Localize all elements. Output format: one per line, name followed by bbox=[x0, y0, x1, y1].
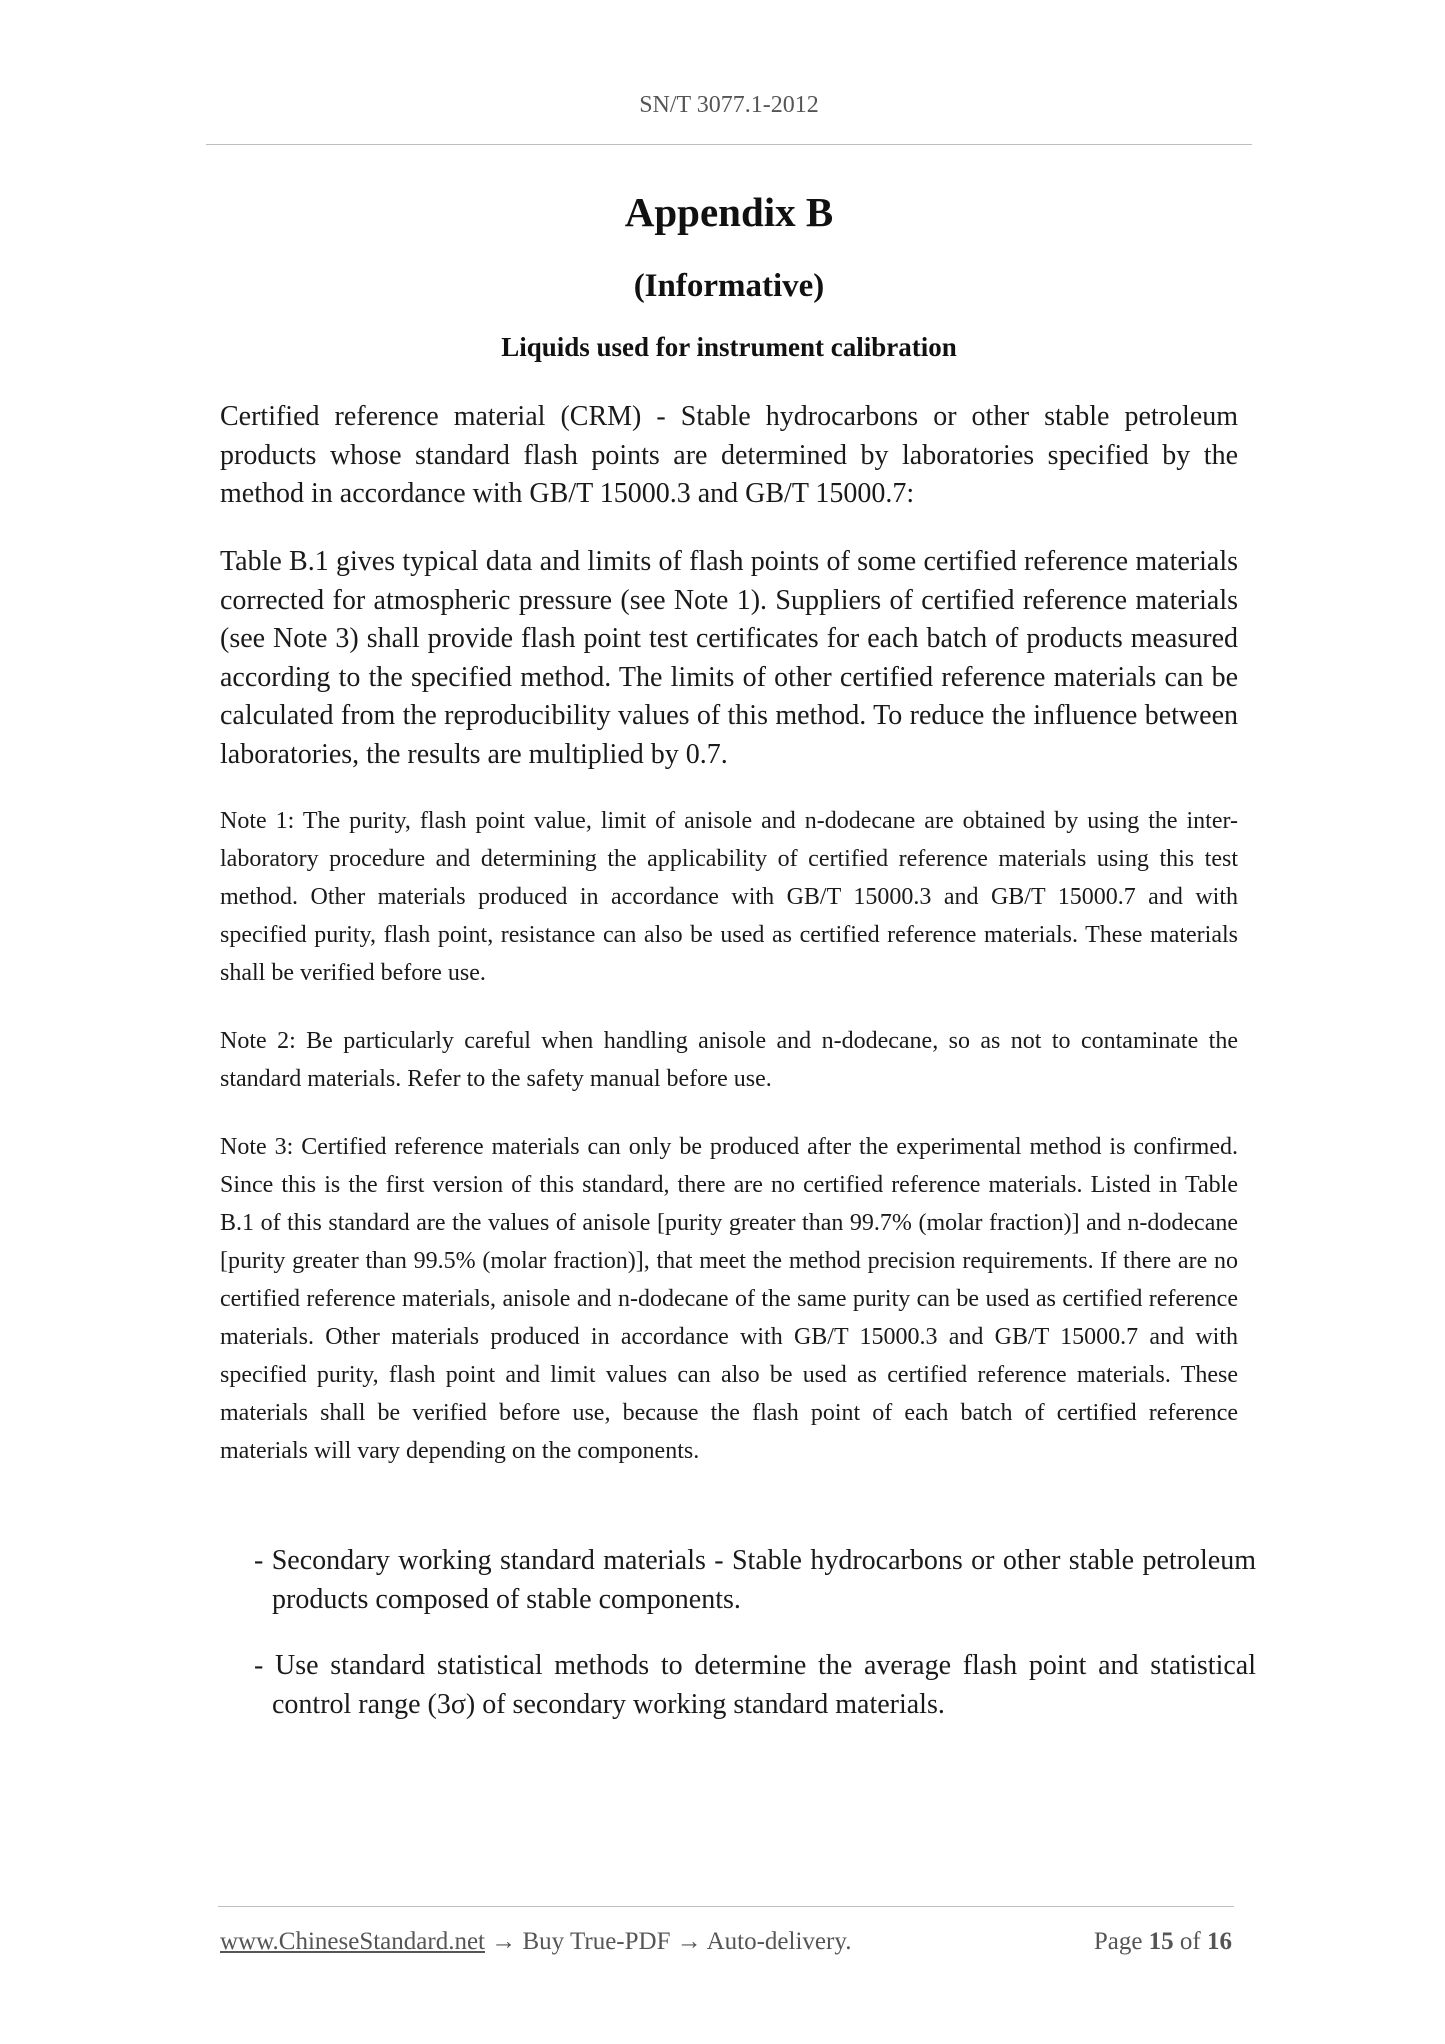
appendix-kind: (Informative) bbox=[633, 268, 825, 304]
bullet-statistical-methods: - Use standard statistical methods to determine the average flash point and statistical control range (3σ) of secondary working standard materials. bbox=[254, 1650, 1256, 1720]
note-2: Note 2: Be particularly careful when handling anisole and n-dodecane, so as not to contaminate the standard materials. Refer to the safety manual before use. bbox=[220, 1028, 1238, 1092]
appendix-title: Appendix B bbox=[624, 189, 834, 235]
footer-promo-text: → Buy True-PDF → Auto-delivery. bbox=[485, 1928, 852, 1955]
page-of-label: of bbox=[1173, 1928, 1207, 1955]
header-divider bbox=[206, 144, 1252, 145]
note-1: Note 1: The purity, flash point value, limit of anisole and n-dodecane are obtained by using the inter-laboratory procedure and determining the applicability of certified reference materials using this test method. Other materials produced in accordance with GB/T 15000.3 and GB/T 15000.7 and with specified purity, flash point, resistance can also be used as certified reference materials. These materials shall be verified before use. bbox=[220, 808, 1238, 986]
note-3: Note 3: Certified reference materials can only be produced after the experimental method is confirmed. Since this is the first version of this standard, there are no certified reference materials. Listed in Table B.1 of this standard are the values of anisole [purity greater than 99.7% (molar fraction)] and n-dodecane [purity greater than 99.5% (molar fraction)], that meet the method precision requirements. If there are no certified reference materials, anisole and n-dodecane of the same purity can be used as certified reference materials. Other materials produced in accordance with GB/T 15000.3 and GB/T 15000.7 and with specified purity, flash point and limit values can also be used as certified reference materials. These materials shall be verified before use, because the flash point of each batch of certified reference materials will vary depending on the components. bbox=[220, 1134, 1238, 1464]
appendix-subtitle: Liquids used for instrument calibration bbox=[501, 332, 957, 362]
page-label: Page bbox=[1093, 1928, 1149, 1955]
website-link[interactable]: www.ChineseStandard.net bbox=[220, 1928, 485, 1955]
document-code-header: SN/T 3077.1-2012 bbox=[639, 92, 819, 118]
bullet-secondary-standards: - Secondary working standard materials - Stable hydrocarbons or other stable petroleum products composed of stable components. bbox=[254, 1545, 1256, 1615]
page-total: 16 bbox=[1207, 1928, 1232, 1955]
page-current: 15 bbox=[1148, 1928, 1174, 1955]
page-number bbox=[1094, 1928, 1232, 1956]
paragraph-crm-definition: Certified reference material (CRM) - Stable hydrocarbons or other stable petroleum products whose standard flash points are determined by laboratories specified by the method in accordance with GB/T 15000.3 and GB/T 15000.7: bbox=[220, 401, 1238, 509]
footer-divider bbox=[218, 1906, 1234, 1907]
paragraph-table-b1: Table B.1 gives typical data and limits of flash points of some certified reference materials corrected for atmospheric pressure (see Note 1). Suppliers of certified reference materials (see Note 3) shall provide flash point test certificates for each batch of products measured according to the specified method. The limits of other certified reference materials can be calculated from the reproducibility values of this method. To reduce the influence between laboratories, the results are multiplied by 0.7. bbox=[220, 546, 1238, 770]
footer-promo bbox=[220, 1928, 851, 1956]
